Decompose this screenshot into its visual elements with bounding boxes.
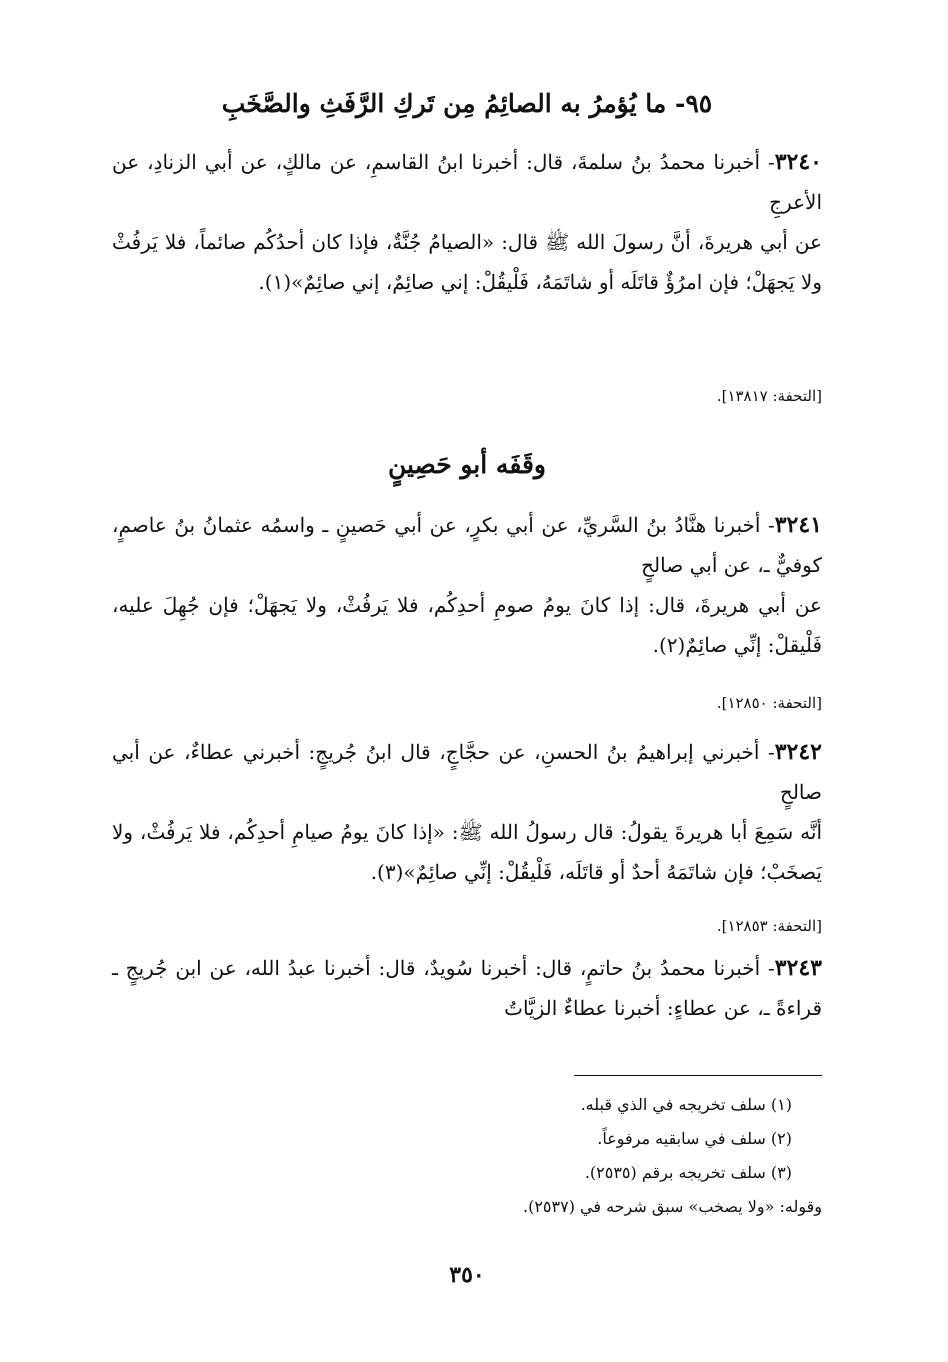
hadith-3241 xyxy=(112,505,822,665)
hadith-3240 xyxy=(112,142,822,302)
chapter-title: ٩٥- ما يُؤمرُ به الصائِمُ مِن تَركِ الرَّفَثِ والصَّخَبِ xyxy=(221,89,713,118)
hadith-isnad: ٣٢٤٠- أخبرنا محمدُ بنُ سلمةَ، قال: أخبرنا ابنُ القاسمِ، عن مالكٍ، عن أبي الزنادِ، عن الأعرجِ xyxy=(112,149,822,214)
tuhfa-reference: [التحفة: ١٣٨١٧]. xyxy=(716,387,822,405)
page-number: ٣٥٠ xyxy=(449,1262,485,1288)
hadith-isnad: ٣٢٤٣- أخبرنا محمدُ بنُ حاتمٍ، قال: أخبرنا سُويدٌ، قال: أخبرنا عبدُ الله، عن ابن جُريجٍ ـ قراءةً ـ، عن عطاءٍ: أخبرنا عطاءٌ الزيَّاتُ xyxy=(112,955,822,1020)
hadith-matn: عن أبي هريرةَ، قال: إذا كانَ يومُ صومِ أحدِكُم، فلا يَرفُثْ، ولا يَجهَلْ؛ فإن جُهِلَ عليه، فَلْيقلْ: إنِّي صائِمٌ(٢). xyxy=(112,593,822,657)
footnote-3-continuation: وقوله: «ولا يصخب» سبق شرحه في (٢٥٣٧). xyxy=(522,1197,822,1216)
hadith-matn: أنَّه سَمِعَ أبا هريرةَ يقولُ: قال رسولُ الله ﷺ: «إذا كانَ يومُ صيامِ أحدِكُم، فلا يَرفُثْ، ولا يَصخَبْ؛ فإن شاتَمَهُ أحدٌ أو قاتَلَه، فَلْيقُلْ: إنِّي صائِمٌ»(٣). xyxy=(112,820,822,884)
footnote-3: (٣) سلف تخريجه برقم (٢٥٣٥). xyxy=(584,1163,792,1182)
tuhfa-reference: [التحفة: ١٢٨٥٣]. xyxy=(716,917,822,935)
hadith-3243 xyxy=(112,948,822,1028)
footnote-1: (١) سلف تخريجه في الذي قبله. xyxy=(580,1095,792,1114)
hadith-number: ٣٢٤٣ xyxy=(774,955,822,981)
hadith-number: ٣٢٤٢ xyxy=(774,739,822,765)
section-title: وقَفَه أبو حَصِينٍ xyxy=(387,450,546,479)
footnote-divider xyxy=(574,1075,822,1076)
tuhfa-reference: [التحفة: ١٢٨٥٠]. xyxy=(716,694,822,712)
hadith-isnad: ٣٢٤٢- أخبرني إبراهيمُ بنُ الحسنِ، عن حجَّاجٍ، قال ابنُ جُريجٍ: أخبرني عطاءٌ، عن أبي صالحٍ xyxy=(112,739,822,804)
hadith-number: ٣٢٤١ xyxy=(774,512,822,538)
hadith-isnad: ٣٢٤١- أخبرنا هنَّادُ بنُ السَّريِّ، عن أبي بكرٍ، عن أبي حَصينٍ ـ واسمُه عثمانُ بنُ عاصمٍ، كوفيٌّ ـ، عن أبي صالحٍ xyxy=(112,512,822,577)
footnote-2: (٢) سلف في سابقيه مرفوعاً. xyxy=(597,1129,792,1148)
hadith-number: ٣٢٤٠ xyxy=(774,149,822,175)
hadith-3242 xyxy=(112,732,822,892)
hadith-matn: عن أبي هريرةَ، أنَّ رسولَ الله ﷺ قال: «الصيامُ جُنَّةٌ، فإذا كان أحدُكُم صائماً، فلا يَرفُثْ ولا يَجهَلْ؛ فإن امرُؤٌ قاتَلَه أو شاتَمَهُ، فَلْيقُلْ: إني صائِمٌ، إني صائِمٌ»(١). xyxy=(112,230,822,294)
footnotes xyxy=(112,1088,822,1224)
